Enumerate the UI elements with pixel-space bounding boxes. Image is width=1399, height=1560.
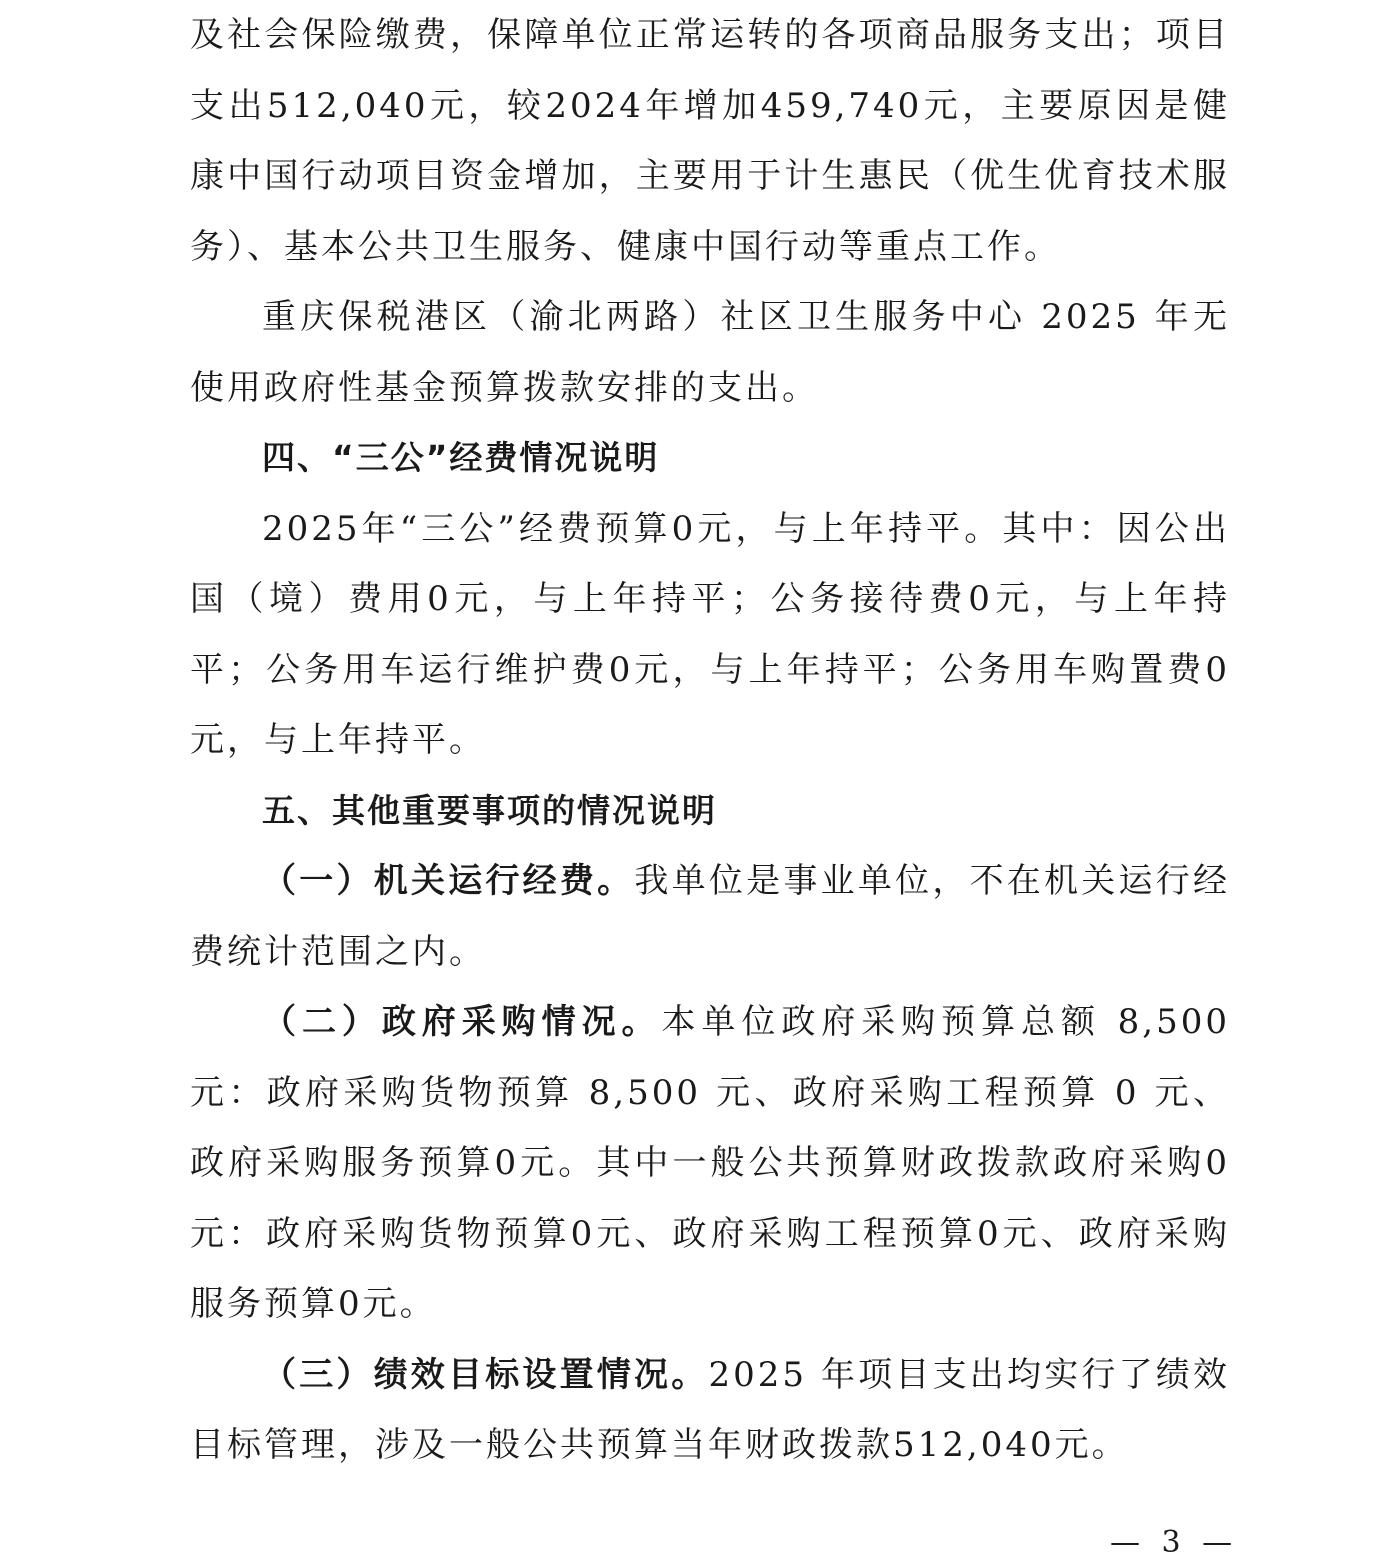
paragraph-procurement (190, 987, 1230, 1340)
section-heading-other-matters: 五、其他重要事项的情况说明 (262, 790, 717, 830)
paragraph-expenditure-continued: 及社会保险缴费，保障单位正常运转的各项商品服务支出；项目支出512,040元，较2024年增加459,740元，主要原因是健康中国行动项目资金增加，主要用于计生惠民（优生优育技术服务）、基本公共卫生服务、健康中国行动等重点工作。 (190, 15, 1230, 267)
performance-targets-text: 2025 年项目支出均实行了绩效目标管理，涉及一般公共预算当年财政拨款512,040元。 (190, 1354, 1230, 1465)
paragraph-three-public-budget: 2025年“三公”经费预算0元，与上年持平。其中：因公出国（境）费用0元，与上年持平；公务接待费0元，与上年持平；公务用车运行维护费0元，与上年持平；公务用车购置费0元，与上年持平。 (190, 508, 1230, 760)
paragraph-operating-expenses (190, 846, 1230, 987)
section-heading-three-public: 四、“三公”经费情况说明 (262, 438, 660, 477)
subheading-procurement: （二）政府采购情况。 (262, 1002, 662, 1042)
operating-expenses-text: 我单位是事业单位，不在机关运行经费统计范围之内。 (190, 861, 1231, 972)
subheading-performance-targets: （三）绩效目标设置情况。 (262, 1354, 709, 1395)
document-body (190, 0, 1230, 1481)
page-number: — 3 — (1110, 1525, 1239, 1560)
procurement-text: 本单位政府采购预算总额 8,500 元：政府采购货物预算 8,500 元、政府采购工程预算 0 元、政府采购服务预算0元。其中一般公共预算财政拨款政府采购0元：政府采购货物预算0元、政府采购工程预算0元、政府采购服务预算0元。 (190, 1002, 1230, 1324)
paragraph-performance-targets (190, 1340, 1230, 1481)
subheading-operating-expenses: （一）机关运行经费。 (262, 861, 635, 901)
paragraph-government-fund: 重庆保税港区（渝北两路）社区卫生服务中心 2025 年无使用政府性基金预算拨款安排的支出。 (190, 297, 1230, 408)
